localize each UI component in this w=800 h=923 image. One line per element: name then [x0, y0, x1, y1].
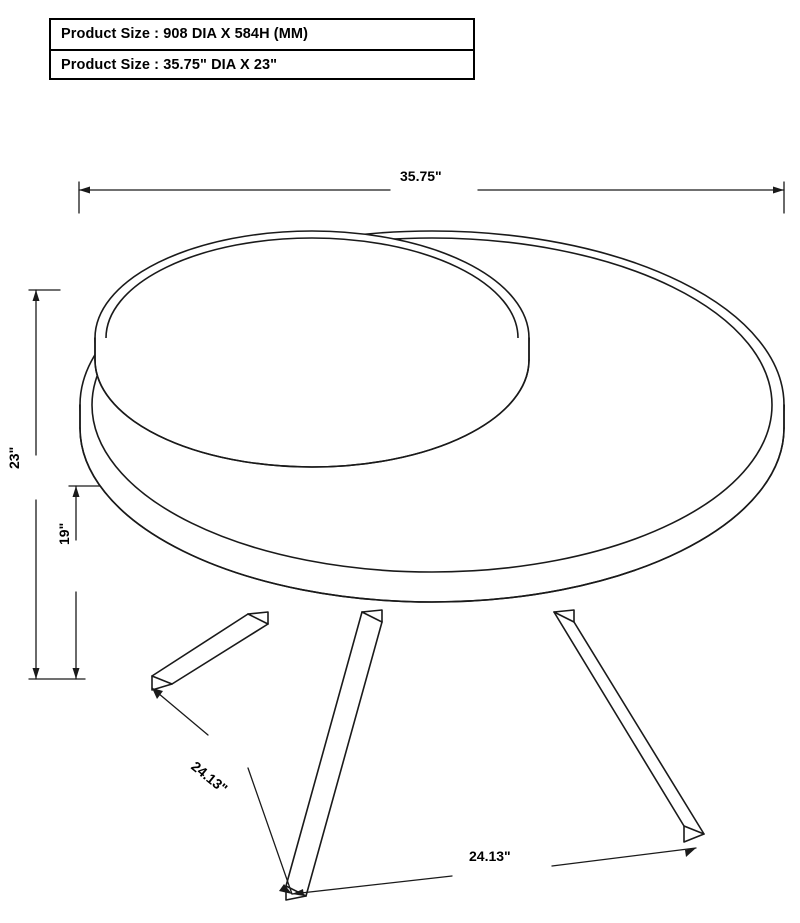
base-right-label: 24.13": [466, 848, 514, 864]
height-lower-label: 19": [56, 520, 72, 548]
height-lower-dimension: [69, 486, 110, 679]
base-left-label: 24.13": [186, 756, 233, 798]
leg-right: [554, 610, 704, 842]
width-dimension: [79, 182, 784, 213]
height-total-label: 23": [6, 444, 22, 472]
table-row: Product Size : 35.75" DIA X 23": [51, 49, 473, 78]
leg-center: [286, 610, 382, 900]
leg-left: [152, 612, 268, 690]
table-row: Product Size : 908 DIA X 584H (MM): [61, 26, 308, 42]
width-dimension-label: 35.75": [397, 168, 445, 184]
